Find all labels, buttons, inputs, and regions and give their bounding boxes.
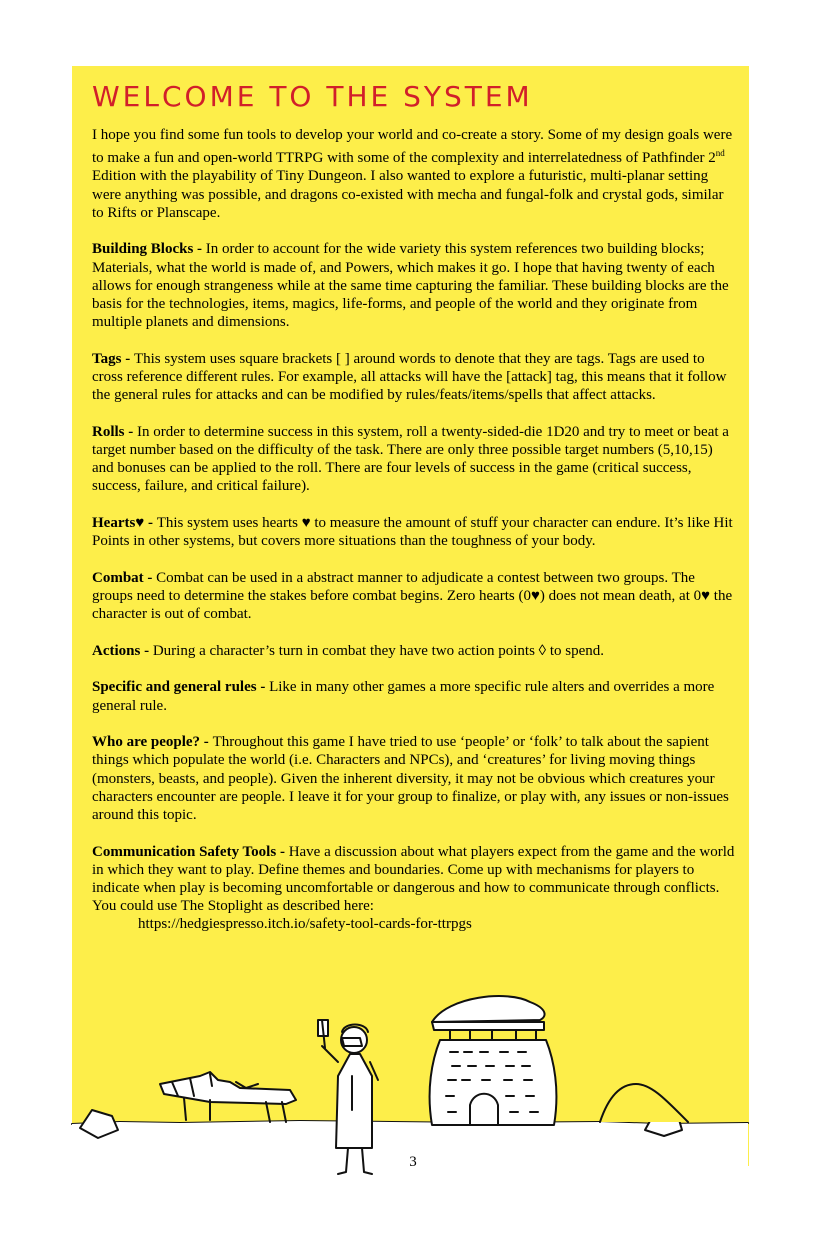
section-text: During a character’s turn in combat they have two action points ◊ to spend.: [152, 642, 605, 659]
section-safety-tools: [92, 843, 737, 934]
section-heading: Communication Safety Tools -: [92, 843, 289, 860]
hill-right: [600, 1084, 688, 1122]
section-text: In order to account for the wide variety this system references two building blocks; Materials, what the world is made of, and Powers, which makes it go. I hope that having twenty of each allows for enough strangeness while at the same time capturing the familiar. These building blocks are the basis for the technologies, items, magics, life-forms, and people of the world and they originate from multiple planets and dimensions.: [92, 241, 729, 331]
section-text: Combat can be used in a abstract manner to adjudicate a contest between two groups. The groups need to determine the stakes before combat begins. Zero hearts (0♥) does not mean death, at 0♥ the character is out of combat.: [92, 569, 733, 623]
section-actions: [92, 642, 737, 660]
section-text: This system uses square brackets [ ] around words to denote that they are tags. Tags are used to cross reference different rules. For example, all attacks will have the [attack] tag, this means that it follow the general rules for attacks and can be modified by rules/feats/items/spells that affect attacks.: [92, 350, 727, 404]
intro-paragraph: [92, 126, 737, 222]
section-hearts: [92, 514, 737, 550]
body-text: [92, 126, 737, 952]
section-heading: Rolls -: [92, 423, 137, 440]
section-heading: Hearts♥ -: [92, 515, 157, 532]
section-heading: Combat -: [92, 569, 157, 586]
section-text: This system uses hearts ♥ to measure the amount of stuff your character can endure. It’s like Hit Points in other systems, but covers more situations than the toughness of your body.: [92, 515, 733, 550]
section-heading: Actions -: [92, 642, 153, 659]
scene-illustration: [60, 980, 760, 1180]
section-specific-general: [92, 678, 737, 714]
page-title: WELCOME TO THE SYSTEM: [92, 80, 533, 113]
intro-text: I hope you find some fun tools to develop your world and co-create a story. Some of my design goals were to make a fun and open-world TTRPG with some of the complexity and interrelatedness of Pathfinder 2: [92, 127, 733, 167]
section-text: In order to determine success in this system, roll a twenty-sided-die 1D20 and try to meet or beat a target number based on the difficulty of the task. There are only three possible target numbers (5,10,15) and bonuses can be applied to the roll. There are four levels of success in the game (critical success, success, failure, and critical failure).: [92, 423, 729, 495]
dome-building: [430, 996, 557, 1125]
section-building-blocks: [92, 240, 737, 331]
section-combat: [92, 569, 737, 624]
section-rolls: [92, 423, 737, 496]
section-text: Have a discussion about what players expect from the game and the world in which they want to play. Define themes and boundaries. Come up with mechanisms for players to indicate when play is becoming uncomfortable or dangerous and how to communicate through conflicts. You could use The Stoplight as described here:: [92, 843, 735, 915]
safety-tools-link[interactable]: https://hedgiespresso.itch.io/safety-tool-cards-for-ttrpgs: [138, 916, 472, 933]
page-number: 3: [409, 1154, 417, 1170]
section-text: Throughout this game I have tried to use ‘people’ or ‘folk’ to talk about the sapient things which populate the world (i.e. Characters and NPCs), and ‘creatures’ for living moving things (monsters, beasts, and people). Given the inherent diversity, it may not be obvious which creatures your characters encounter are people. I leave it for your group to finalize, or play with, any issues or non-issues around this topic.: [92, 734, 729, 824]
section-who-are-people: [92, 733, 737, 824]
intro-superscript: nd: [715, 148, 725, 159]
section-heading: Who are people? -: [92, 734, 213, 751]
section-heading: Building Blocks -: [92, 241, 206, 258]
section-heading: Tags -: [92, 350, 134, 367]
hover-vehicle: [160, 1072, 296, 1122]
section-text: Like in many other games a more specific rule alters and overrides a more general rule.: [92, 679, 715, 714]
intro-text-rest: Edition with the playability of Tiny Dungeon. I also wanted to explore a futuristic, multi-planar setting were anything was possible, and dragons co-existed with mecha and fungal-folk and crystal gods, similar to Rifts or Planscape.: [92, 168, 724, 221]
section-heading: Specific and general rules -: [92, 679, 270, 696]
section-tags: [92, 350, 737, 405]
